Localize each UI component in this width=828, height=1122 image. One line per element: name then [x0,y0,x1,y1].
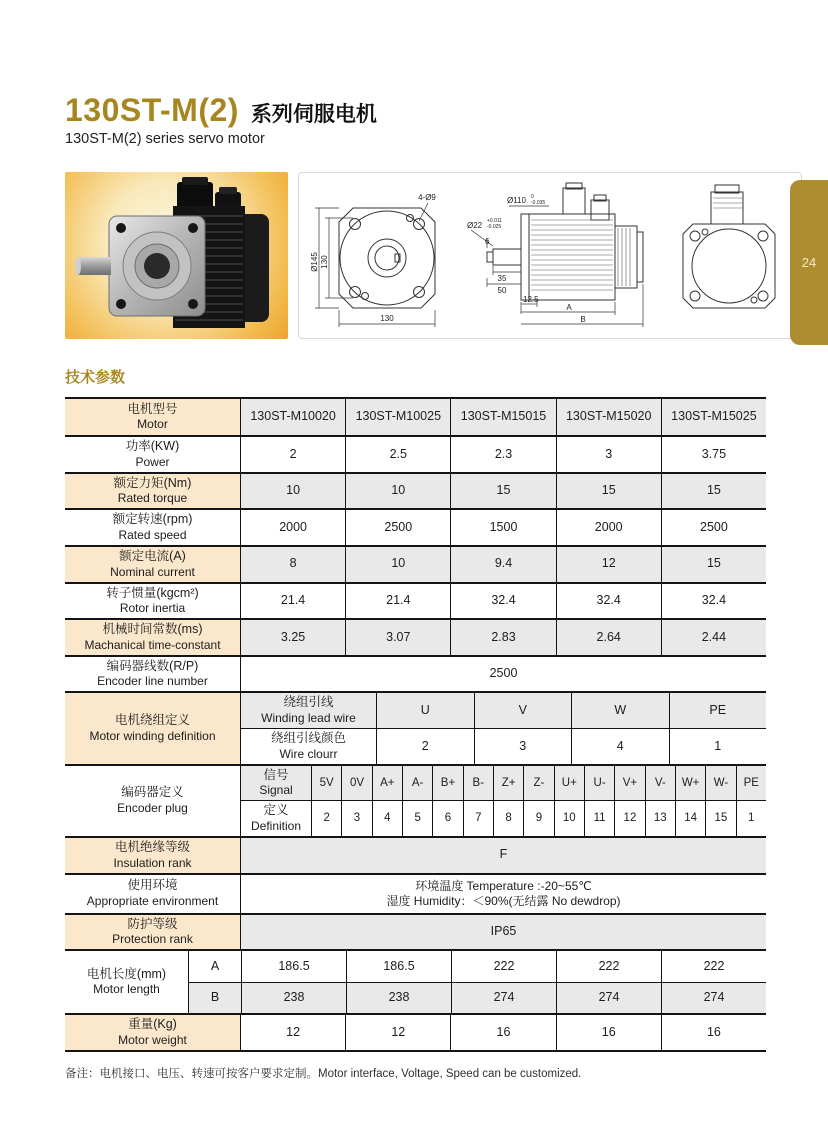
encoder-pin: 8 [493,801,523,836]
spec-value: 2 [240,437,345,472]
winding-colour-label-cn: 绕组引线颜色 [270,731,346,745]
encoder-signal-label-cn: 信号 [263,767,289,782]
spec-value: 15 [556,474,661,509]
table-row-torque [65,474,766,511]
length-row-a [189,951,766,982]
header-label-cn: 电机型号 [127,401,178,416]
spec-value: 32.4 [661,584,766,619]
row-label-en: Motor winding definition [89,728,216,743]
row-label-en: Insulation rank [113,855,192,870]
environment-temperature: 环境温度 Temperature :-20~55℃ [415,878,592,893]
spec-value: 32.4 [556,584,661,619]
table-row-insulation [65,838,766,875]
model-header: 130ST-M15025 [661,399,766,435]
encoder-pin: 13 [645,801,675,836]
winding-colour: 3 [474,729,572,764]
row-label-cn: 防护等级 [127,916,178,931]
row-label-en: Rotor inertia [119,601,186,616]
row-label-cn: 编码器定义 [121,785,184,800]
encoder-signal: V+ [614,766,644,801]
row-label-en: Protection rank [112,932,193,947]
dim-length-b: B [580,314,586,324]
model-header: 130ST-M10025 [345,399,450,435]
table-row-weight [65,1015,766,1052]
length-b-value: 274 [556,983,661,1013]
motor-photo-illustration [65,172,288,339]
spec-value: 10 [345,474,450,509]
dim-spigot: Ø110 [507,195,526,205]
protection-value: IP65 [240,915,766,950]
length-a-value: 222 [556,951,661,982]
row-label [65,547,240,582]
rear-view-drawing [665,178,793,334]
length-a-value: 186.5 [241,951,346,982]
encoder-signal: U+ [554,766,584,801]
page-content [65,92,766,1081]
row-label-cn: 额定转速(rpm) [112,512,193,527]
page-title [65,92,766,129]
table-row-speed [65,510,766,547]
spec-value: 32.4 [450,584,555,619]
spec-value: 3 [556,437,661,472]
dim-shaft: Ø22 [467,220,483,230]
encoder-pin: 10 [554,801,584,836]
spec-value: 10 [240,474,345,509]
encoder-signal-label [241,766,311,801]
winding-lead: PE [669,693,767,728]
encoder-line-value: 2500 [240,657,766,692]
environment-humidity: 湿度 Humidity：＜90%(无结露 No dewdrop) [386,893,621,908]
encoder-signal: Z- [523,766,553,801]
winding-lead-label-en: Winding lead wire [261,711,356,725]
row-label [65,657,240,692]
table-row-protection [65,915,766,952]
winding-lead-label-cn: 绕组引线 [283,695,334,710]
dim-shaft-total: 50 [497,285,507,295]
model-header: 130ST-M15020 [556,399,661,435]
encoder-pin: 4 [372,801,402,836]
spec-value: 8 [240,547,345,582]
section-title: 技术参数 [65,369,126,386]
encoder-signal: A+ [372,766,402,801]
encoder-pin: 5 [402,801,432,836]
weight-value: 16 [661,1015,766,1050]
spec-value: 2500 [345,510,450,545]
row-label-en: Encoder line number [97,674,208,689]
encoder-signal: 0V [341,766,371,801]
length-a-value: 186.5 [346,951,451,982]
row-label-cn: 重量(Kg) [128,1017,177,1032]
environment-value [240,875,766,913]
winding-lead: V [474,693,572,728]
winding-colour-row [241,728,766,764]
dim-shaft-tol-top: +0.011 [487,217,503,224]
row-label-en: Motor length [93,982,160,997]
spec-value: 15 [661,474,766,509]
footnote: 备注：电机接口、电压、转速可按客户要求定制。Motor interface, Voltage, Speed can be customized. [65,1067,582,1080]
row-label-en: Appropriate environment [86,893,219,908]
encoder-pin: 12 [614,801,644,836]
length-b-value: 238 [241,983,346,1013]
weight-value: 12 [345,1015,450,1050]
row-label-cn: 使用环境 [127,878,178,893]
title-model-number: 130ST-M(2) [65,92,239,128]
row-label-en: Power [135,454,170,469]
encoder-signal: B+ [432,766,462,801]
dim-spigot-tol-top: 0 [531,193,534,200]
title-subtitle-en: 130ST-M(2) series servo motor [65,131,265,147]
title-series-cn: 系列伺服电机 [250,103,377,126]
row-label [65,875,240,913]
insulation-value: F [240,838,766,873]
spec-value: 2.5 [345,437,450,472]
length-b-label: B [189,983,241,1013]
encoder-signal-row [241,766,766,801]
winding-subtable [240,693,766,763]
encoder-definition-row [241,800,766,836]
dim-front-offset: 12.5 [523,294,539,304]
spec-value: 15 [661,547,766,582]
winding-lead: U [376,693,474,728]
weight-value: 12 [240,1015,345,1050]
spec-value: 3.75 [661,437,766,472]
length-a-value: 222 [661,951,766,982]
encoder-pin: 9 [523,801,553,836]
winding-colour-label [241,729,376,764]
winding-lead-label [241,693,376,728]
row-label-cn: 电机长度(mm) [86,966,167,981]
spec-table [65,397,766,1052]
length-a-label: A [210,958,220,973]
table-row-winding [65,693,766,765]
dim-shaft-length: 35 [497,273,507,283]
encoder-pin: 7 [463,801,493,836]
media-row [65,172,766,339]
encoder-signal-label-en: Signal [259,783,293,798]
spec-value: 12 [556,547,661,582]
row-label-cn: 机械时间常数(ms) [102,622,203,637]
spec-value: 2000 [240,510,345,545]
table-row-environment [65,875,766,915]
spec-value: 1500 [450,510,555,545]
dim-bolt-circle: 130 [320,254,329,269]
dim-key-width: 6 [485,236,490,246]
spec-value: 2.83 [450,620,555,655]
row-label [65,437,240,472]
header-label [65,399,240,435]
table-row-inertia [65,584,766,621]
row-label [65,838,240,873]
row-label-cn: 编码器线数(R/P) [106,658,199,673]
length-row-b [189,982,766,1013]
encoder-signal: B- [463,766,493,801]
row-label-cn: 额定力矩(Nm) [113,475,192,490]
spec-value: 2.3 [450,437,555,472]
row-label [65,693,240,763]
row-label-en: Rated torque [117,491,188,506]
encoder-signal: PE [736,766,766,801]
row-label [65,620,240,655]
page-number: 24 [801,255,817,270]
winding-colour-label-en: Wire clourr [279,746,338,761]
row-label-en: Nominal current [110,564,195,579]
encoder-plug-subtable [240,766,766,836]
encoder-pin: 2 [311,801,341,836]
encoder-definition-label-cn: 定义 [263,803,289,818]
encoder-signal: W- [705,766,735,801]
encoder-pin: 11 [584,801,614,836]
winding-colour: 1 [669,729,767,764]
row-label-cn: 额定电流(A) [119,548,186,563]
row-label [65,510,240,545]
spec-value: 15 [450,474,555,509]
encoder-signal: V- [645,766,675,801]
length-a-value: 222 [451,951,556,982]
encoder-signal: 5V [311,766,341,801]
encoder-pin: 1 [736,801,766,836]
weight-value: 16 [556,1015,661,1050]
motor-photo [65,172,288,339]
header-label-en: Motor [137,417,168,432]
table-row-length [65,951,766,1015]
length-b-value: 238 [346,983,451,1013]
dim-spigot-tol-bottom: -0.035 [531,199,546,206]
table-row-encoder-line [65,657,766,694]
encoder-pin: 15 [705,801,735,836]
table-row-encoder-plug [65,766,766,838]
encoder-signal: U- [584,766,614,801]
spec-value: 2.44 [661,620,766,655]
encoder-signal: A- [402,766,432,801]
row-label-en: Rated speed [118,527,187,542]
spec-value: 3.07 [345,620,450,655]
dim-holes: 4-Ø9 [418,192,436,202]
page-number-tab [790,180,828,345]
dim-width: 130 [380,313,394,323]
table-row-time-constant [65,620,766,657]
table-row-power [65,437,766,474]
row-label-en: Motor weight [118,1032,187,1047]
model-header: 130ST-M10020 [240,399,345,435]
row-label [65,915,240,950]
side-view-drawing [465,178,665,334]
winding-lead: W [571,693,669,728]
dim-flange-diameter: Ø145 [310,251,319,272]
dim-length-a: A [566,302,572,312]
row-label-en: Encoder plug [117,801,188,816]
row-label-cn: 电机绝缘等级 [114,839,190,854]
spec-value: 9.4 [450,547,555,582]
encoder-pin: 14 [675,801,705,836]
winding-colour: 2 [376,729,474,764]
row-label [65,1015,240,1050]
row-label-cn: 转子惯量(kgcm²) [106,585,199,600]
encoder-definition-label [241,801,311,836]
winding-lead-row [241,693,766,728]
dim-shaft-tol-bottom: -0.025 [487,223,502,230]
row-label [65,766,240,836]
table-row-current [65,547,766,584]
row-label-cn: 电机绕组定义 [114,713,190,728]
front-view-drawing [307,178,465,334]
row-label [65,584,240,619]
winding-colour: 4 [571,729,669,764]
spec-value: 21.4 [345,584,450,619]
encoder-signal: Z+ [493,766,523,801]
spec-value: 2500 [661,510,766,545]
table-header-row [65,399,766,437]
length-b-value: 274 [451,983,556,1013]
spec-value: 10 [345,547,450,582]
encoder-pin: 3 [341,801,371,836]
spec-value: 2000 [556,510,661,545]
encoder-signal: W+ [675,766,705,801]
encoder-pin: 6 [432,801,462,836]
spec-value: 3.25 [240,620,345,655]
dimension-drawings [298,172,802,339]
spec-value: 21.4 [240,584,345,619]
length-subtable [188,951,766,1013]
spec-value: 2.64 [556,620,661,655]
length-b-value: 274 [661,983,766,1013]
row-label-cn: 功率(KW) [125,439,180,453]
weight-value: 16 [450,1015,555,1050]
row-label [65,474,240,509]
encoder-definition-label-en: Definition [250,818,302,833]
row-label [65,951,188,1013]
row-label-en: Machanical time-constant [84,637,221,652]
model-header: 130ST-M15015 [450,399,555,435]
